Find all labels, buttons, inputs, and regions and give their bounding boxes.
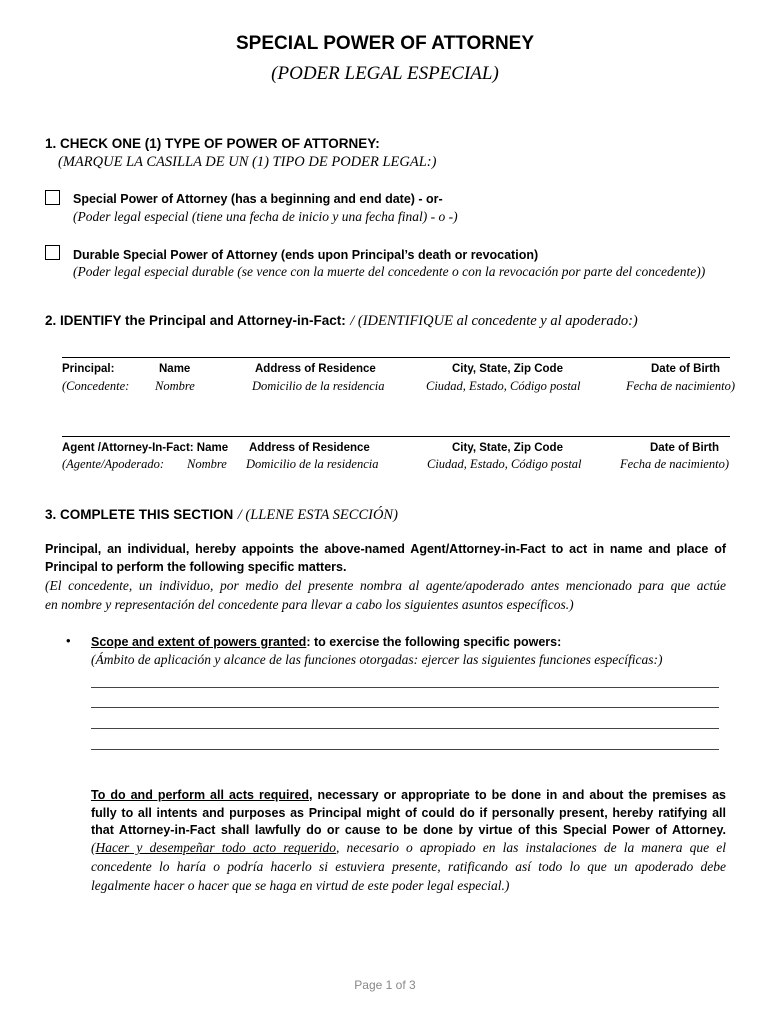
scope-heading-es: (Ámbito de aplicación y alcance de las funciones otorgadas: ejercer las siguientes funciones específicas:) <box>91 652 663 667</box>
agent-address-label: Address of Residence <box>249 442 370 454</box>
acts-paragraph-es-line2: concedente lo haría o podría hacerlo si estuviera presente, ratificando así todo lo que un apoderado debe <box>91 859 726 874</box>
principal-city-label-es: Ciudad, Estado, Código postal <box>426 379 581 393</box>
principal-name-label: Name <box>159 363 191 375</box>
special-poa-label-es: (Poder legal especial (tiene una fecha de inicio y una fecha final) - o -) <box>73 209 458 224</box>
agent-label: Agent /Attorney-In-Fact: Name <box>62 442 229 454</box>
acts-es-label: Hacer y desempeñar todo acto requerido <box>95 840 336 855</box>
principal-label-es: (Concedente: <box>62 379 130 393</box>
agent-dob-label: Date of Birth <box>650 442 719 454</box>
document-title: SPECIAL POWER OF ATTORNEY <box>235 33 535 54</box>
appointment-paragraph-line1: Principal, an individual, hereby appoints the above-named Agent/Attorney-in-Fact to act in name and place of <box>45 542 726 556</box>
appointment-paragraph-es-line1: (El concedente, un individuo, por medio del presente nombra al agente/apoderado antes mencionado para que actúe <box>45 578 726 593</box>
section1-heading-es: (MARQUE LA CASILLA DE UN (1) TIPO DE PODER LEGAL:) <box>58 154 437 170</box>
durable-poa-checkbox[interactable] <box>45 245 60 260</box>
agent-address-label-es: Domicilio de la residencia <box>246 457 379 471</box>
acts-paragraph-es-line3: legalmente hacer o hacer que se haga en virtud de este poder legal especial.) <box>91 878 510 893</box>
acts-paragraph-line3: that Attorney-in-Fact shall lawfully do or cause to be done by virtue of this Special Power of Attorney. <box>91 823 726 837</box>
document-subtitle: (PODER LEGAL ESPECIAL) <box>271 63 499 84</box>
section2-heading-row <box>45 312 638 330</box>
acts-paragraph-es-line1 <box>91 840 726 856</box>
agent-entry-line[interactable] <box>62 436 730 437</box>
appointment-paragraph-es-line2: en nombre y representación del concedente para llevar a cabo los siguientes asuntos específicos.) <box>45 597 574 612</box>
special-poa-label: Special Power of Attorney (has a beginning and end date) - or- <box>73 192 443 206</box>
principal-entry-line[interactable] <box>62 357 730 358</box>
agent-label-es: (Agente/Apoderado: <box>62 457 165 471</box>
appointment-paragraph-line2: Principal to perform the following specific matters. <box>45 560 347 574</box>
scope-label-rest: : to exercise the following specific powers: <box>306 635 562 649</box>
agent-city-label-es: Ciudad, Estado, Código postal <box>427 457 582 471</box>
powers-entry-line-4[interactable] <box>91 749 719 750</box>
section1-heading: 1. CHECK ONE (1) TYPE OF POWER OF ATTORNEY: <box>45 136 380 151</box>
powers-entry-line-3[interactable] <box>91 728 719 729</box>
principal-label: Principal: <box>62 363 115 375</box>
principal-dob-label-es: Fecha de nacimiento) <box>626 379 735 393</box>
agent-name-label-es: Nombre <box>187 457 227 471</box>
section3-heading-es: / (LLENE ESTA SECCIÓN) <box>237 507 398 523</box>
principal-address-label: Address of Residence <box>255 363 376 375</box>
special-poa-checkbox[interactable] <box>45 190 60 205</box>
powers-entry-line-2[interactable] <box>91 707 719 708</box>
principal-address-label-es: Domicilio de la residencia <box>252 379 385 393</box>
agent-dob-label-es: Fecha de nacimiento) <box>620 457 729 471</box>
acts-paragraph-line1 <box>91 788 726 802</box>
section2-heading-es: / (IDENTIFIQUE al concedente y al apoderado:) <box>350 313 638 329</box>
section2-heading: 2. IDENTIFY the Principal and Attorney-in-Fact: <box>45 313 346 328</box>
page-number: Page 1 of 3 <box>354 978 416 992</box>
principal-dob-label: Date of Birth <box>651 363 720 375</box>
acts-label: To do and perform all acts required <box>91 788 309 802</box>
principal-name-label-es: Nombre <box>155 379 195 393</box>
scope-heading <box>91 635 561 649</box>
durable-poa-label-es: (Poder legal especial durable (se vence con la muerte del concedente o con la revocación por parte del concedente)) <box>73 264 706 279</box>
acts-es-open-paren: ( <box>91 840 96 855</box>
acts-paragraph-line2: fully to all intents and purposes as Principal might of could do if personally present, hereby ratifying all <box>91 806 726 820</box>
principal-city-label: City, State, Zip Code <box>452 363 563 375</box>
scope-bullet: • <box>66 633 71 648</box>
section3-heading: 3. COMPLETE THIS SECTION <box>45 507 234 522</box>
durable-poa-label: Durable Special Power of Attorney (ends upon Principal’s death or revocation) <box>73 248 539 262</box>
section3-heading-row <box>45 506 398 524</box>
scope-label: Scope and extent of powers granted <box>91 635 307 649</box>
acts-line1-rest: , necessary or appropriate to be done in and about the premises as <box>308 788 726 802</box>
agent-city-label: City, State, Zip Code <box>452 442 563 454</box>
powers-entry-line-1[interactable] <box>91 687 719 688</box>
acts-es-line1-rest: , necesario o apropiado en las instalaciones de la manera que el <box>335 840 726 855</box>
